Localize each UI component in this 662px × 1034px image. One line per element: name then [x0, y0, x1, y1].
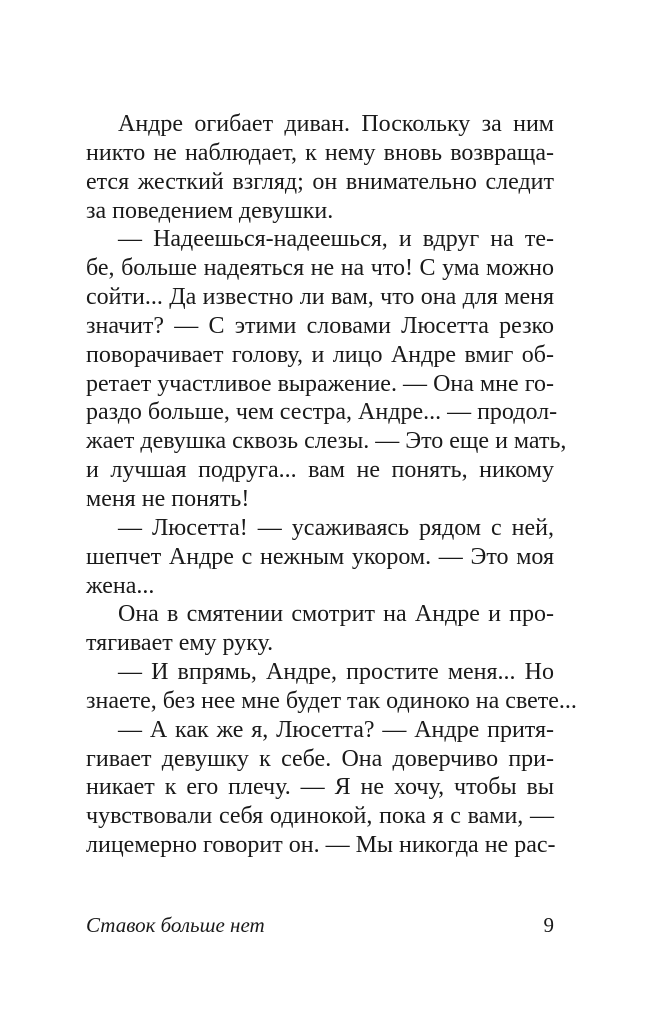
text-line: гивает девушку к себе. Она доверчиво при-: [86, 745, 554, 772]
text-line: и лучшая подруга... вам не понять, никому: [86, 457, 554, 484]
text-line: бе, больше надеяться не на что! С ума можно: [86, 255, 554, 282]
text-line: ется жесткий взгляд; он внимательно следит: [86, 168, 554, 195]
text-line: сойти... Да известно ли вам, что она для меня: [86, 284, 554, 311]
text-line: никто не наблюдает, к нему вновь возвраща-: [86, 139, 554, 166]
text-line: Она в смятении смотрит на Андре и про-: [118, 601, 554, 628]
text-line: никает к его плечу. — Я не хочу, чтобы вы: [86, 774, 554, 801]
text-line: Андре огибает диван. Поскольку за ним: [118, 111, 554, 137]
text-line: тягивает ему руку.: [86, 630, 274, 657]
body-text: [86, 110, 577, 860]
page-number: 9: [543, 913, 554, 937]
text-line: за поведением девушки.: [86, 197, 334, 224]
text-line: — И впрямь, Андре, простите меня... Но: [118, 659, 554, 686]
text-line: жает девушка сквозь слезы. — Это еще и мать,: [86, 428, 567, 455]
text-line: поворачивает голову, и лицо Андре вмиг об-: [86, 341, 554, 368]
page-footer: [86, 910, 554, 940]
text-line: чувствовали себя одинокой, пока я с вами, —: [86, 803, 554, 830]
text-line: жена...: [86, 572, 155, 599]
text-line: — А как же я, Люсетта? — Андре притя-: [118, 716, 554, 743]
text-line: раздо больше, чем сестра, Андре... — продол-: [86, 399, 558, 426]
text-line: лицемерно говорит он. — Мы никогда не рас-: [86, 832, 556, 859]
text-line: — Люсетта! — усаживаясь рядом с ней,: [118, 514, 554, 541]
text-line: знаете, без нее мне будет так одиноко на свете...: [86, 687, 577, 714]
text-line: — Надеешься-надеешься, и вдруг на те-: [118, 226, 554, 253]
running-title: Ставок больше нет: [86, 913, 265, 937]
text-line: меня не понять!: [86, 485, 250, 512]
text-line: ретает участливое выражение. — Она мне го-: [86, 370, 554, 397]
text-line: шепчет Андре с нежным укором. — Это моя: [86, 543, 554, 570]
text-line: значит? — С этими словами Люсетта резко: [86, 312, 554, 339]
